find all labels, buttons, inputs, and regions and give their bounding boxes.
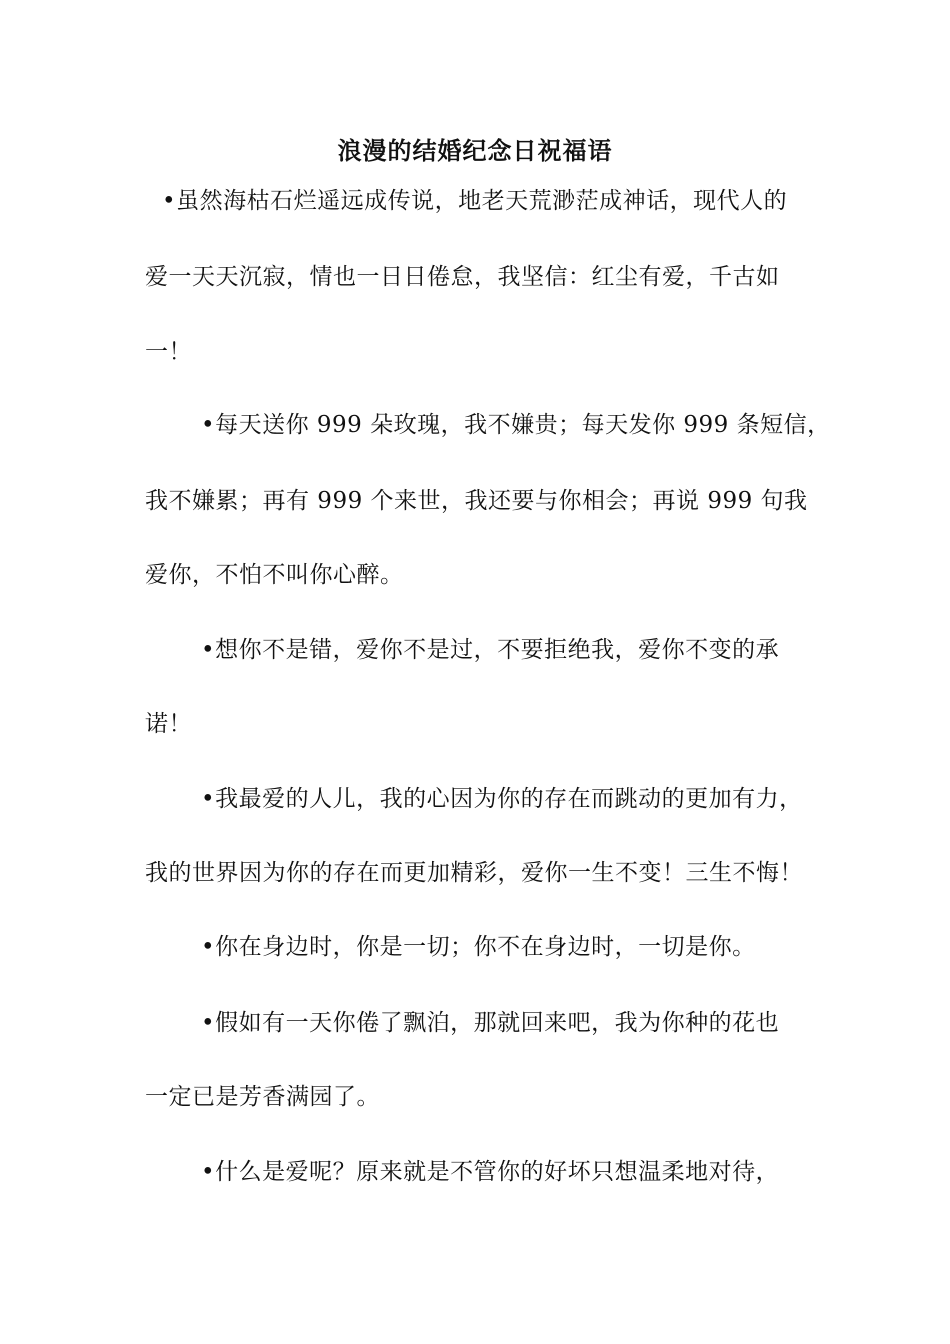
paragraph-line: •什么是爱呢？原来就是不管你的好坏只想温柔地对待， <box>201 1159 780 1185</box>
paragraph-line: 我不嫌累；再有 999 个来世，我还要与你相会；再说 999 句我 <box>145 488 808 514</box>
paragraph-line: •想你不是错，爱你不是过，不要拒绝我，爱你不变的承 <box>201 637 780 663</box>
paragraph-line: 诺！ <box>145 711 192 737</box>
paragraph-line: •我最爱的人儿，我的心因为你的存在而跳动的更加有力， <box>201 786 803 812</box>
paragraph-line: •你在身边时，你是一切；你不在身边时，一切是你。 <box>201 934 756 960</box>
document-title: 浪漫的结婚纪念日祝福语 <box>337 137 613 165</box>
paragraph-line: 爱一天天沉寂，情也一日日倦怠，我坚信：红尘有爱，千古如 <box>145 264 780 290</box>
paragraph-line: •虽然海枯石烂遥远成传说，地老天荒渺茫成神话，现代人的 <box>162 188 788 214</box>
paragraph-line: 我的世界因为你的存在而更加精彩，爱你一生不变！三生不悔！ <box>145 860 803 886</box>
paragraph-line: 一定已是芳香满园了。 <box>145 1084 380 1110</box>
paragraph-line: 一！ <box>145 339 192 365</box>
paragraph-line: •每天送你 999 朵玫瑰，我不嫌贵；每天发你 999 条短信， <box>201 412 831 438</box>
paragraph-line: •假如有一天你倦了飘泊，那就回来吧，我为你种的花也 <box>201 1010 780 1036</box>
paragraph-line: 爱你，不怕不叫你心醉。 <box>145 562 404 588</box>
